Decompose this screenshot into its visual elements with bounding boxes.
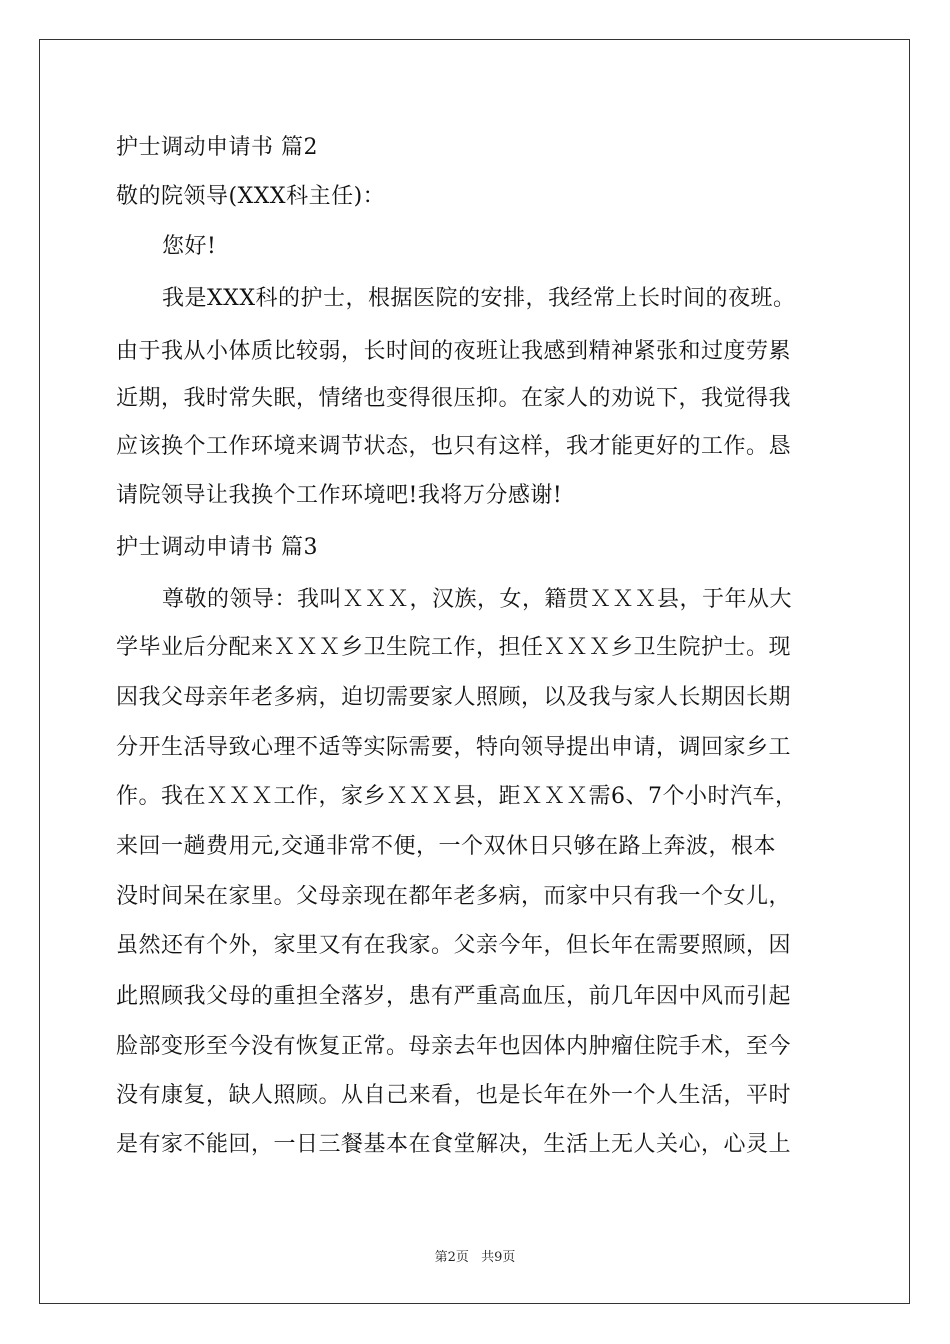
section-heading-2: 护士调动申请书 篇2: [116, 135, 318, 160]
body-line: 近期，我时常失眠，情绪也变得很压抑。在家人的劝说下，我觉得我: [116, 386, 792, 411]
body-line: 我是XXX科的护士，根据医院的安排，我经常上长时间的夜班。: [162, 286, 796, 311]
body-line: 虽然还有个外，家里又有在我家。父亲今年，但长年在需要照顾，因: [116, 933, 792, 958]
page-footer: [0, 1246, 950, 1265]
body-line: 分开生活导致心理不适等实际需要，特向领导提出申请，调回家乡工: [116, 735, 792, 760]
body-line: 没时间呆在家里。父母亲现在都年老多病，而家中只有我一个女儿，: [116, 884, 792, 909]
body-line: 此照顾我父母的重担全落岁，患有严重高血压，前几年因中风而引起: [116, 984, 792, 1009]
body-line: 请院领导让我换个工作环境吧!我将万分感谢!: [116, 483, 563, 508]
body-line: 因我父母亲年老多病，迫切需要家人照顾，以及我与家人长期因长期: [116, 685, 792, 710]
body-line: 尊敬的领导：我叫ＸＸＸ，汉族，女，籍贯ＸＸＸ县，于年从大: [162, 587, 793, 612]
total-pages: 共9页: [481, 1250, 516, 1265]
page-border: [39, 39, 910, 1304]
body-line: 没有康复，缺人照顾。从自己来看，也是长年在外一个人生活，平时: [116, 1083, 792, 1108]
salutation: 敬的院领导(XXX科主任)：: [116, 184, 386, 209]
body-line: 学毕业后分配来ＸＸＸ乡卫生院工作，担任ＸＸＸ乡卫生院护士。现: [116, 635, 792, 660]
body-line: 由于我从小体质比较弱，长时间的夜班让我感到精神紧张和过度劳累: [116, 339, 792, 364]
page-number: 第2页: [434, 1250, 469, 1265]
body-line: 来回一趟费用元,交通非常不便，一个双休日只够在路上奔波，根本: [116, 834, 776, 859]
body-line: 作。我在ＸＸＸ工作，家乡ＸＸＸ县，距ＸＸＸ需6、7个小时汽车，: [116, 784, 798, 809]
section-heading-3: 护士调动申请书 篇3: [116, 535, 318, 560]
body-line: 应该换个工作环境来调节状态，也只有这样，我才能更好的工作。恳: [116, 434, 792, 459]
body-line: 是有家不能回，一日三餐基本在食堂解决，生活上无人关心，心灵上: [116, 1132, 792, 1157]
greeting: 您好!: [162, 234, 217, 259]
body-line: 脸部变形至今没有恢复正常。母亲去年也因体内肿瘤住院手术，至今: [116, 1034, 792, 1059]
